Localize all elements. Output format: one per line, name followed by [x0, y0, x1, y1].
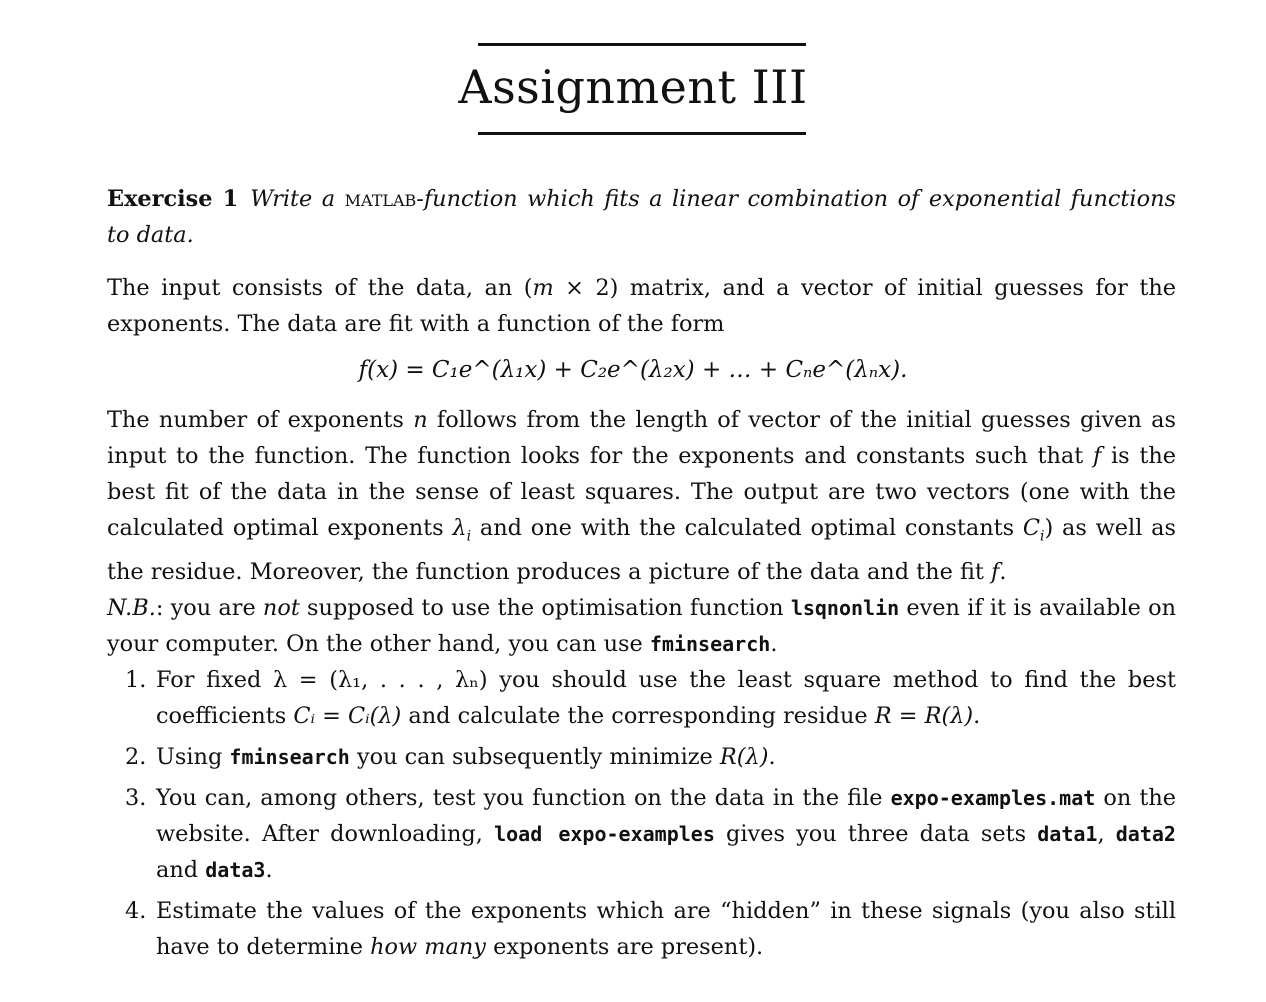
list-item [107, 780, 1176, 888]
step3-code-data2: data2 [1115, 822, 1176, 846]
para2-text-3: is the best fit of the data in the sense of least squares. The output are two vectors (one with the calculated optimal exponents [107, 443, 1176, 541]
step3-text-2: on the website. After downloading, [156, 785, 1176, 847]
step1-text-2: and calculate the corresponding residue [401, 703, 875, 729]
step2-code: fminsearch [229, 745, 350, 769]
nb-text-1: : you are [155, 595, 263, 622]
list-item [107, 662, 1176, 734]
exercise-label: Exercise 1 [107, 186, 239, 212]
step3-text-4: , [1097, 821, 1116, 847]
statement-matlab: matlab [344, 186, 417, 212]
nb-code-fminsearch: fminsearch [649, 632, 771, 657]
title-rule-bottom [478, 132, 806, 135]
step1-text-1: For fixed λ = (λ₁, . . . , λₙ) you should use the least square method to find the best coefficients [156, 667, 1176, 729]
list-item [107, 893, 1176, 965]
step3-code-data1: data1 [1037, 822, 1098, 846]
para2-f2: f [991, 559, 1000, 586]
para1-m: m [532, 275, 554, 301]
step2-text-2: you can subsequently minimize [349, 744, 720, 770]
para2-lambda: $\lambda_i$ [452, 515, 472, 545]
para2-text-5: ) as well as the residue. Moreover, the function produces a picture of the data and the fit [107, 515, 1176, 586]
para2-f: f [1092, 443, 1102, 469]
step4-text-1: Estimate the values of the exponents which are “hidden” in these signals (you also still have to determine [156, 898, 1176, 960]
step3-text-5: and [156, 857, 206, 883]
step2-math: R(λ) [719, 744, 769, 770]
step3-text-6: . [265, 857, 273, 883]
para1-text-2: × 2) matrix, and a vector of initial guesses for the exponents. The data are fit with a function of the form [107, 275, 1176, 337]
step4-how-many: how many [370, 934, 486, 960]
step4-text-2: exponents are present). [485, 934, 764, 960]
paragraph-description [107, 402, 1176, 662]
steps-list [107, 662, 1176, 970]
nb-not: not [262, 595, 300, 622]
para2-text-6: . [999, 559, 1007, 586]
statement-post: -function which fits a linear combination of exponential functions to data. [107, 186, 1176, 248]
nb-code-lsqnonlin: lsqnonlin [790, 596, 900, 621]
step1-math-c: Cᵢ = Cᵢ(λ) [293, 703, 402, 729]
step3-text-3: gives you three data sets [714, 821, 1038, 847]
step3-text-1: You can, among others, test you function on the data in the file [156, 785, 891, 811]
exercise-statement [107, 181, 1176, 253]
list-item [107, 739, 1176, 775]
para1-text-1: The input consists of the data, an ( [107, 275, 533, 301]
step3-code-file: expo-examples.mat [890, 786, 1096, 810]
nb-text-2: supposed to use the optimisation function [299, 595, 791, 622]
page-title: Assignment III [458, 60, 808, 114]
para2-text-2: follows from the length of vector of the initial guesses given as input to the function. The function looks for the exponents and constants such that [107, 407, 1176, 469]
step1-math-r: R = R(λ) [874, 703, 974, 729]
title-rule-top [478, 43, 806, 46]
equation [0, 352, 1266, 388]
list-number: 4. [125, 898, 147, 924]
para2-n: n [413, 407, 428, 433]
para2-text-1: The number of exponents [107, 407, 414, 433]
step3-code-load: load expo-examples [494, 822, 715, 846]
nb-label: N.B. [107, 595, 156, 622]
nb-text-3: even if it is available on your computer. On the other hand, you can use [107, 595, 1177, 658]
list-number: 1. [125, 667, 147, 693]
paragraph-input [107, 270, 1176, 342]
equation-text: f(x) = C₁e^(λ₁x) + C₂e^(λ₂x) + … + Cₙe^(λₙx). [358, 357, 908, 383]
statement-pre: Write a [250, 186, 345, 212]
para2-text-4: and one with the calculated optimal constants [471, 515, 1023, 541]
step3-code-data3: data3 [205, 858, 266, 882]
nb-text-4: . [770, 631, 778, 658]
list-number: 2. [125, 744, 147, 770]
list-number: 3. [125, 785, 147, 811]
step2-text-1: Using [156, 744, 230, 770]
para2-c: $C_i$ [1022, 515, 1045, 545]
step2-text-3: . [768, 744, 776, 770]
step1-text-3: . [973, 703, 981, 729]
